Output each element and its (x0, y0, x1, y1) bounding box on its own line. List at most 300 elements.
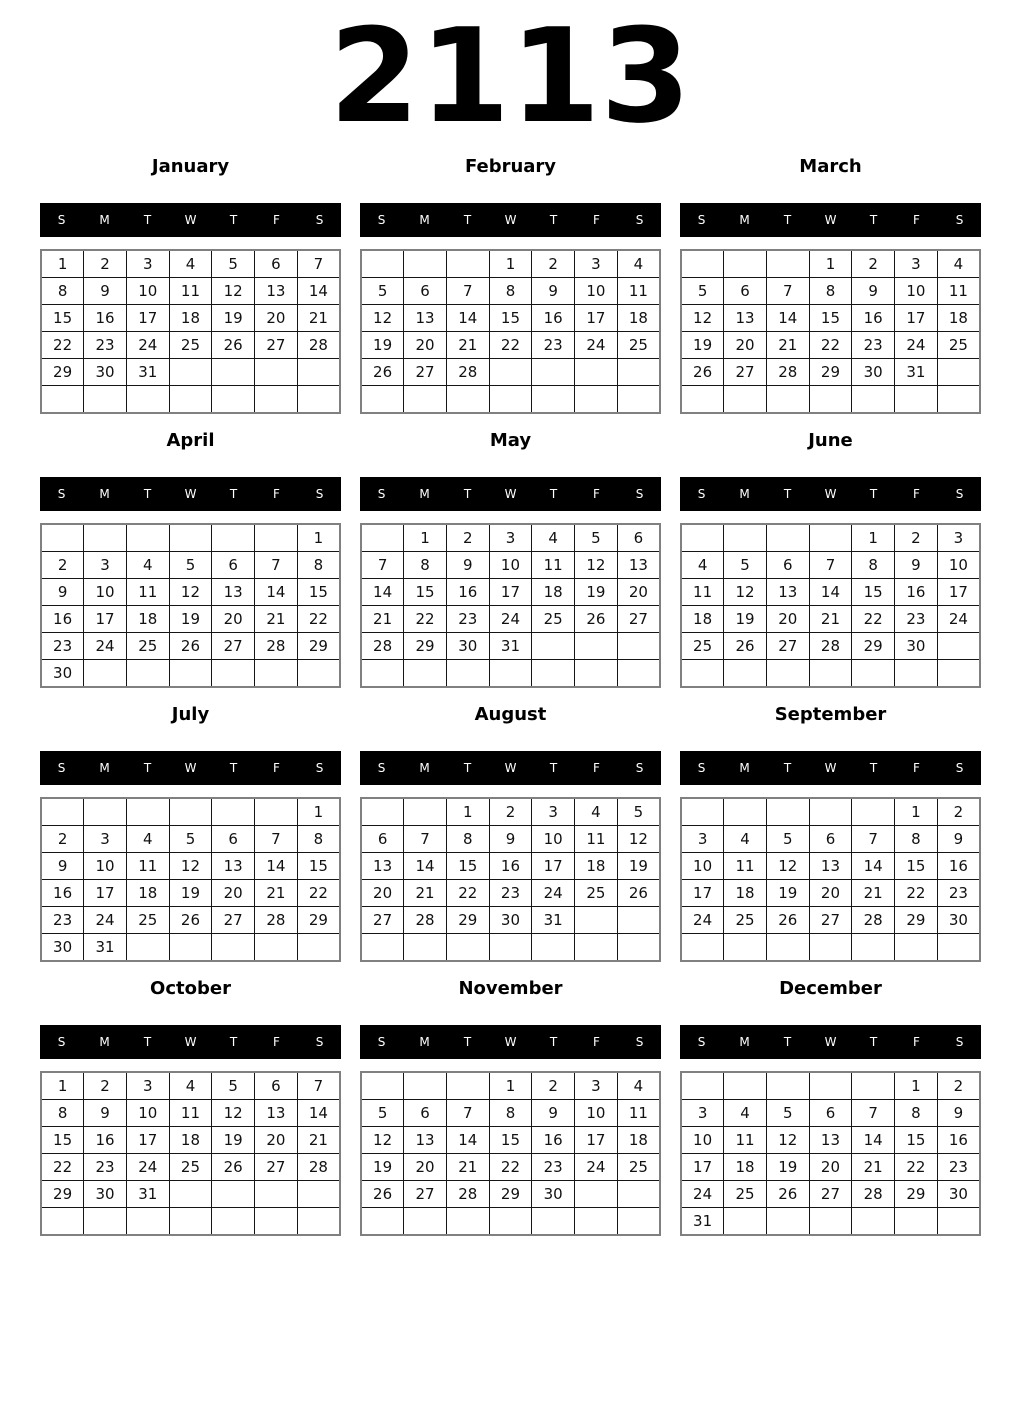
day-cell: 18 (169, 1127, 212, 1154)
weekday-header-cell: T (549, 761, 558, 775)
day-cell: 14 (297, 1100, 340, 1127)
day-cell: 18 (169, 305, 212, 332)
month-title: November (458, 978, 563, 999)
empty-day-cell (489, 934, 532, 962)
empty-day-cell (766, 934, 809, 962)
month-title: July (171, 704, 210, 725)
day-cell: 10 (126, 278, 169, 305)
week-row (361, 798, 660, 826)
day-cell: 28 (809, 633, 852, 660)
day-cell: 30 (446, 633, 489, 660)
empty-day-cell (724, 660, 767, 688)
empty-day-cell (84, 386, 127, 414)
weekday-header-cell: F (593, 761, 600, 775)
empty-day-cell (297, 386, 340, 414)
month-days-table (40, 1071, 341, 1236)
day-cell: 2 (532, 1072, 575, 1100)
day-cell: 1 (41, 1072, 84, 1100)
empty-day-cell (937, 660, 980, 688)
day-cell: 3 (84, 552, 127, 579)
week-row (41, 1072, 340, 1100)
week-row (41, 826, 340, 853)
day-cell: 18 (532, 579, 575, 606)
weekday-header-cell: W (824, 487, 837, 501)
day-cell: 5 (766, 826, 809, 853)
day-cell: 8 (41, 278, 84, 305)
calendar-grid (40, 153, 1020, 1236)
day-cell: 3 (489, 524, 532, 552)
day-cell: 16 (852, 305, 895, 332)
weekday-header-cell: F (273, 487, 280, 501)
day-cell: 6 (255, 250, 298, 278)
day-cell: 29 (446, 907, 489, 934)
weekday-header-cell: W (504, 1035, 517, 1049)
empty-day-cell (681, 934, 724, 962)
week-row (361, 907, 660, 934)
empty-day-cell (361, 660, 404, 688)
day-cell: 4 (724, 826, 767, 853)
weekday-header-cell: T (463, 487, 472, 501)
day-cell: 2 (937, 798, 980, 826)
day-cell: 20 (212, 606, 255, 633)
day-cell: 17 (937, 579, 980, 606)
weekday-header-cell: S (377, 213, 386, 227)
week-row (361, 880, 660, 907)
day-cell: 13 (809, 1127, 852, 1154)
day-cell: 26 (361, 1181, 404, 1208)
day-cell: 15 (489, 1127, 532, 1154)
day-cell: 10 (489, 552, 532, 579)
day-cell: 21 (297, 305, 340, 332)
empty-day-cell (212, 359, 255, 386)
day-cell: 20 (809, 1154, 852, 1181)
month-title: September (774, 704, 887, 725)
weekday-header-row (40, 203, 341, 237)
week-row (681, 305, 980, 332)
day-cell: 23 (852, 332, 895, 359)
weekday-header-cell: S (955, 761, 964, 775)
weekday-header-cell: W (184, 1035, 197, 1049)
empty-day-cell (361, 524, 404, 552)
weekday-header-cell: F (913, 761, 920, 775)
day-cell: 30 (852, 359, 895, 386)
day-cell: 27 (212, 907, 255, 934)
day-cell: 16 (937, 853, 980, 880)
empty-day-cell (446, 660, 489, 688)
week-row (41, 934, 340, 962)
day-cell: 19 (169, 606, 212, 633)
month-days-table (360, 523, 661, 688)
empty-day-cell (575, 934, 618, 962)
empty-day-cell (446, 1208, 489, 1236)
day-cell: 6 (212, 826, 255, 853)
day-cell: 1 (809, 250, 852, 278)
weekday-header-cell: S (635, 761, 644, 775)
week-row (361, 660, 660, 688)
day-cell: 20 (724, 332, 767, 359)
month-september (680, 701, 981, 962)
empty-day-cell (84, 524, 127, 552)
day-cell: 5 (766, 1100, 809, 1127)
day-cell: 26 (617, 880, 660, 907)
day-cell: 25 (617, 332, 660, 359)
day-cell: 30 (937, 907, 980, 934)
empty-day-cell (724, 1072, 767, 1100)
weekday-header-cell: S (955, 1035, 964, 1049)
day-cell: 6 (255, 1072, 298, 1100)
empty-day-cell (361, 934, 404, 962)
day-cell: 2 (895, 524, 938, 552)
empty-day-cell (404, 660, 447, 688)
day-cell: 2 (41, 552, 84, 579)
day-cell: 7 (852, 1100, 895, 1127)
month-title: August (474, 704, 547, 725)
empty-day-cell (212, 798, 255, 826)
day-cell: 15 (809, 305, 852, 332)
day-cell: 8 (404, 552, 447, 579)
day-cell: 30 (937, 1181, 980, 1208)
day-cell: 28 (255, 633, 298, 660)
day-cell: 19 (575, 579, 618, 606)
week-row (361, 1208, 660, 1236)
weekday-header-cell: F (913, 213, 920, 227)
empty-day-cell (41, 1208, 84, 1236)
weekday-header-cell: T (463, 1035, 472, 1049)
day-cell: 28 (361, 633, 404, 660)
day-cell: 27 (617, 606, 660, 633)
day-cell: 2 (41, 826, 84, 853)
day-cell: 3 (126, 1072, 169, 1100)
empty-day-cell (361, 250, 404, 278)
day-cell: 9 (532, 278, 575, 305)
day-cell: 8 (41, 1100, 84, 1127)
day-cell: 16 (532, 305, 575, 332)
day-cell: 26 (212, 1154, 255, 1181)
week-row (41, 524, 340, 552)
empty-day-cell (617, 1181, 660, 1208)
year-title: 2113 (329, 0, 691, 152)
week-row (361, 1181, 660, 1208)
month-title: February (464, 156, 557, 177)
weekday-header-cell: F (913, 487, 920, 501)
day-cell: 24 (681, 907, 724, 934)
day-cell: 16 (84, 1127, 127, 1154)
day-cell: 25 (724, 1181, 767, 1208)
day-cell: 28 (255, 907, 298, 934)
week-row (361, 606, 660, 633)
empty-day-cell (852, 660, 895, 688)
day-cell: 22 (809, 332, 852, 359)
weekday-header-cell: T (869, 761, 878, 775)
empty-day-cell (937, 934, 980, 962)
day-cell: 9 (489, 826, 532, 853)
weekday-header-cell: M (739, 487, 750, 501)
week-row (41, 606, 340, 633)
month-february (360, 153, 661, 414)
weekday-header-cell: S (377, 1035, 386, 1049)
day-cell: 27 (212, 633, 255, 660)
day-cell: 21 (446, 332, 489, 359)
week-row (681, 1154, 980, 1181)
day-cell: 29 (895, 1181, 938, 1208)
day-cell: 7 (766, 278, 809, 305)
day-cell: 29 (404, 633, 447, 660)
weekday-header-cell: W (824, 213, 837, 227)
weekday-header-cell: M (739, 761, 750, 775)
weekday-header-cell: T (143, 761, 152, 775)
weekday-header-cell: F (273, 213, 280, 227)
empty-day-cell (255, 934, 298, 962)
day-cell: 5 (212, 1072, 255, 1100)
day-cell: 31 (681, 1208, 724, 1236)
day-cell: 15 (895, 853, 938, 880)
empty-day-cell (575, 359, 618, 386)
day-cell: 5 (681, 278, 724, 305)
month-december (680, 975, 981, 1236)
day-cell: 24 (681, 1181, 724, 1208)
day-cell: 17 (575, 305, 618, 332)
empty-day-cell (724, 1208, 767, 1236)
day-cell: 28 (446, 1181, 489, 1208)
empty-day-cell (84, 660, 127, 688)
day-cell: 8 (446, 826, 489, 853)
day-cell: 5 (212, 250, 255, 278)
day-cell: 24 (84, 633, 127, 660)
weekday-header-cell: T (869, 213, 878, 227)
day-cell: 25 (126, 633, 169, 660)
day-cell: 18 (126, 880, 169, 907)
day-cell: 20 (809, 880, 852, 907)
week-row (41, 552, 340, 579)
weekday-header-cell: M (739, 213, 750, 227)
day-cell: 11 (169, 278, 212, 305)
day-cell: 4 (937, 250, 980, 278)
day-cell: 11 (617, 1100, 660, 1127)
week-row (41, 1154, 340, 1181)
empty-day-cell (937, 359, 980, 386)
day-cell: 28 (852, 1181, 895, 1208)
weekday-header-cell: T (143, 213, 152, 227)
weekday-header-cell: S (57, 761, 66, 775)
day-cell: 26 (361, 359, 404, 386)
day-cell: 22 (41, 332, 84, 359)
day-cell: 12 (617, 826, 660, 853)
weekday-header-cell: S (697, 1035, 706, 1049)
weekday-header-cell: S (57, 487, 66, 501)
month-title: January (151, 156, 230, 177)
week-row (41, 660, 340, 688)
day-cell: 27 (809, 907, 852, 934)
empty-day-cell (404, 934, 447, 962)
weekday-header-cell: T (869, 487, 878, 501)
day-cell: 6 (404, 1100, 447, 1127)
day-cell: 1 (489, 250, 532, 278)
empty-day-cell (681, 524, 724, 552)
day-cell: 2 (84, 1072, 127, 1100)
day-cell: 25 (169, 332, 212, 359)
empty-day-cell (489, 1208, 532, 1236)
day-cell: 14 (446, 305, 489, 332)
empty-day-cell (617, 359, 660, 386)
week-row (681, 359, 980, 386)
day-cell: 9 (852, 278, 895, 305)
empty-day-cell (617, 633, 660, 660)
day-cell: 5 (617, 798, 660, 826)
weekday-header-row (360, 1025, 661, 1059)
day-cell: 12 (681, 305, 724, 332)
empty-day-cell (617, 934, 660, 962)
empty-day-cell (169, 1181, 212, 1208)
empty-day-cell (169, 524, 212, 552)
day-cell: 3 (575, 250, 618, 278)
empty-day-cell (809, 660, 852, 688)
day-cell: 24 (895, 332, 938, 359)
day-cell: 17 (681, 1154, 724, 1181)
empty-day-cell (255, 1181, 298, 1208)
empty-day-cell (809, 1072, 852, 1100)
week-row (41, 305, 340, 332)
week-row (681, 524, 980, 552)
weekday-header-cell: S (955, 213, 964, 227)
week-row (681, 250, 980, 278)
day-cell: 7 (809, 552, 852, 579)
week-row (681, 552, 980, 579)
weekday-header-cell: S (57, 213, 66, 227)
day-cell: 19 (766, 880, 809, 907)
empty-day-cell (532, 934, 575, 962)
week-row (361, 250, 660, 278)
month-days-table (360, 797, 661, 962)
month-march (680, 153, 981, 414)
day-cell: 28 (297, 332, 340, 359)
weekday-header-cell: S (315, 1035, 324, 1049)
empty-day-cell (126, 524, 169, 552)
empty-day-cell (361, 386, 404, 414)
day-cell: 16 (41, 606, 84, 633)
day-cell: 23 (937, 1154, 980, 1181)
day-cell: 26 (575, 606, 618, 633)
day-cell: 13 (404, 305, 447, 332)
week-row (361, 1100, 660, 1127)
day-cell: 3 (681, 1100, 724, 1127)
weekday-header-cell: T (229, 487, 238, 501)
weekday-header-cell: W (504, 761, 517, 775)
weekday-header-cell: S (635, 487, 644, 501)
day-cell: 25 (169, 1154, 212, 1181)
month-title: October (150, 978, 231, 999)
week-row (41, 250, 340, 278)
day-cell: 6 (809, 826, 852, 853)
weekday-header-row (40, 477, 341, 511)
day-cell: 7 (361, 552, 404, 579)
day-cell: 28 (852, 907, 895, 934)
day-cell: 23 (532, 1154, 575, 1181)
day-cell: 30 (489, 907, 532, 934)
day-cell: 25 (681, 633, 724, 660)
day-cell: 17 (681, 880, 724, 907)
day-cell: 6 (724, 278, 767, 305)
weekday-header-cell: T (549, 213, 558, 227)
day-cell: 17 (126, 1127, 169, 1154)
day-cell: 5 (361, 1100, 404, 1127)
weekday-header-cell: M (739, 1035, 750, 1049)
day-cell: 22 (895, 1154, 938, 1181)
weekday-header-cell: W (184, 487, 197, 501)
day-cell: 19 (361, 1154, 404, 1181)
empty-day-cell (852, 934, 895, 962)
day-cell: 24 (489, 606, 532, 633)
month-title: May (489, 430, 532, 451)
weekday-header-cell: T (549, 1035, 558, 1049)
day-cell: 4 (617, 250, 660, 278)
empty-day-cell (724, 934, 767, 962)
day-cell: 18 (617, 305, 660, 332)
week-row (41, 332, 340, 359)
month-days-table (680, 249, 981, 414)
day-cell: 15 (852, 579, 895, 606)
day-cell: 27 (255, 332, 298, 359)
day-cell: 2 (937, 1072, 980, 1100)
empty-day-cell (255, 359, 298, 386)
day-cell: 14 (255, 579, 298, 606)
day-cell: 31 (126, 359, 169, 386)
weekday-header-cell: M (99, 213, 110, 227)
day-cell: 1 (895, 798, 938, 826)
day-cell: 20 (212, 880, 255, 907)
day-cell: 5 (724, 552, 767, 579)
weekday-header-row (40, 1025, 341, 1059)
week-row (361, 278, 660, 305)
weekday-header-cell: W (824, 761, 837, 775)
day-cell: 15 (404, 579, 447, 606)
empty-day-cell (489, 660, 532, 688)
weekday-header-cell: M (419, 761, 430, 775)
week-row (41, 907, 340, 934)
empty-day-cell (766, 1208, 809, 1236)
day-cell: 1 (41, 250, 84, 278)
day-cell: 19 (617, 853, 660, 880)
empty-day-cell (575, 633, 618, 660)
day-cell: 5 (169, 552, 212, 579)
day-cell: 19 (681, 332, 724, 359)
week-row (681, 579, 980, 606)
day-cell: 31 (126, 1181, 169, 1208)
day-cell: 18 (575, 853, 618, 880)
day-cell: 4 (126, 552, 169, 579)
empty-day-cell (297, 359, 340, 386)
weekday-header-cell: F (593, 487, 600, 501)
day-cell: 23 (532, 332, 575, 359)
weekday-header-cell: S (315, 761, 324, 775)
empty-day-cell (212, 386, 255, 414)
empty-day-cell (446, 1072, 489, 1100)
weekday-header-row (40, 751, 341, 785)
empty-day-cell (532, 386, 575, 414)
day-cell: 26 (766, 1181, 809, 1208)
empty-day-cell (212, 1208, 255, 1236)
day-cell: 9 (937, 826, 980, 853)
day-cell: 26 (169, 633, 212, 660)
weekday-header-row (680, 1025, 981, 1059)
day-cell: 11 (126, 853, 169, 880)
day-cell: 28 (404, 907, 447, 934)
weekday-header-cell: S (635, 1035, 644, 1049)
weekday-header-cell: T (783, 1035, 792, 1049)
weekday-header-cell: M (99, 487, 110, 501)
day-cell: 18 (126, 606, 169, 633)
weekday-header-cell: S (315, 213, 324, 227)
day-cell: 27 (404, 1181, 447, 1208)
